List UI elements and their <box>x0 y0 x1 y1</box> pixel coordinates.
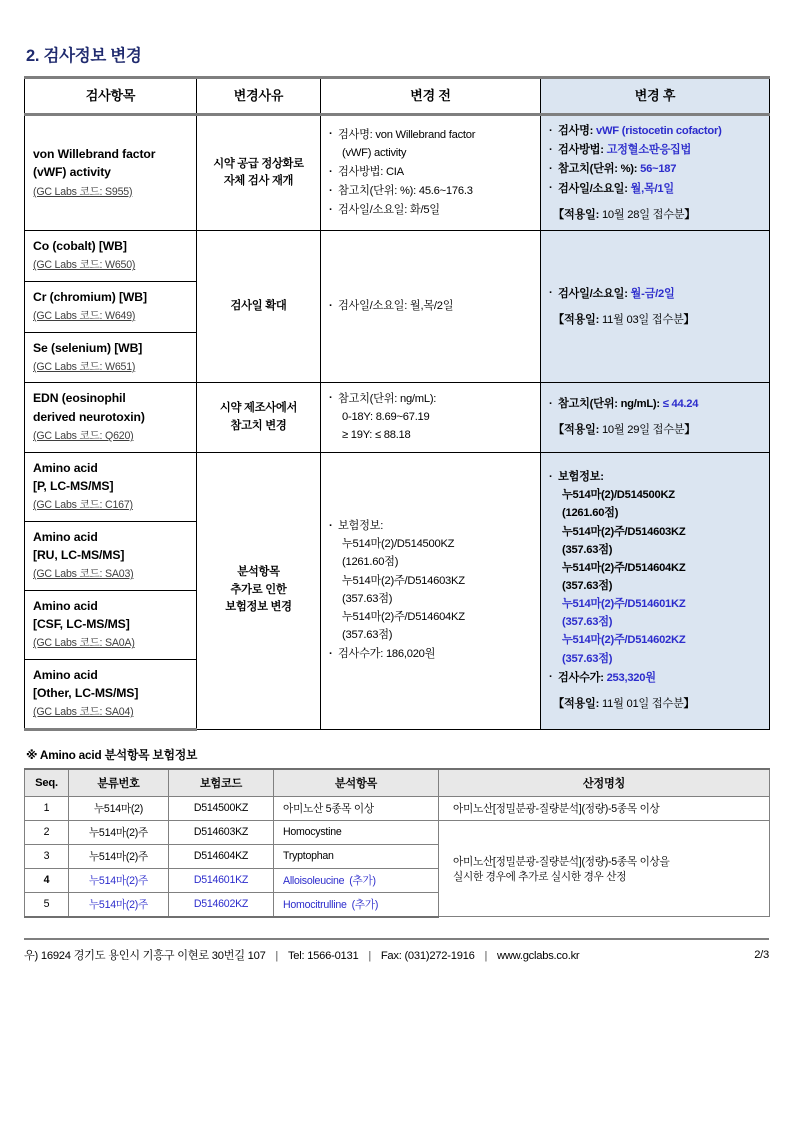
test-item-cell <box>25 383 197 452</box>
test-item-name-line1: Co (cobalt) [WB] <box>33 239 127 254</box>
test-item-code: (GC Labs 코드: C167) <box>33 499 133 512</box>
apply-date-line: 【적용일: 10월 28일 접수분】 <box>553 208 696 221</box>
test-item-name-line1: Cr (chromium) [WB] <box>33 289 147 304</box>
cell-calc-name: 아미노산[정밀분광-질량분석](정량)-5종목 이상 <box>439 796 770 820</box>
after-price: · 검사수가: 253,320원 <box>549 669 761 687</box>
cell-analysis-item: Alloisoleucine (추가) <box>274 868 439 892</box>
table-row <box>25 115 770 231</box>
table-row <box>25 383 770 452</box>
cell-insurance-code: D514604KZ <box>169 844 274 868</box>
header-insurance-code: 보험코드 <box>169 769 274 797</box>
change-reason-line2: 자체 검사 재개 <box>223 175 294 188</box>
change-reason-line2: 추가로 인한 <box>230 583 287 596</box>
test-item-name-line2: [Other, LC-MS/MS] <box>33 686 139 701</box>
test-item-code: (GC Labs 코드: W649) <box>33 310 136 323</box>
after-cell <box>541 452 770 729</box>
page-number: 2/3 <box>754 948 769 961</box>
change-info-table <box>24 76 770 731</box>
cell-seq: 2 <box>25 820 69 844</box>
change-reason-cell <box>197 115 321 231</box>
header-item: 검사항목 <box>25 78 197 115</box>
after-line: · 참고치(단위: %): 56~187 <box>549 160 761 178</box>
test-item-name-line1: Amino acid <box>33 529 98 544</box>
change-reason-line3: 보험정보 변경 <box>225 601 292 614</box>
before-line: · 검사일/소요일: 월,목/2일 <box>329 297 532 315</box>
before-cell <box>321 383 541 452</box>
test-item-cell <box>25 332 197 383</box>
cell-class-no: 누514마(2)주 <box>69 844 169 868</box>
cell-insurance-code: D514601KZ <box>169 868 274 892</box>
header-analysis-item: 분석항목 <box>274 769 439 797</box>
header-before: 변경 전 <box>321 78 541 115</box>
test-item-name-line1: Amino acid <box>33 667 98 682</box>
cell-class-no: 누514마(2)주 <box>69 892 169 917</box>
change-reason-line1: 시약 제조사에서 <box>219 402 298 414</box>
test-item-code: (GC Labs 코드: W651) <box>33 360 136 373</box>
before-line: · 참고치(단위: %): 45.6~176.3 <box>329 182 532 200</box>
cell-seq: 5 <box>25 892 69 917</box>
change-info-body <box>25 115 770 730</box>
after-cell <box>541 231 770 383</box>
insurance-header-row <box>25 769 770 797</box>
after-cell <box>541 115 770 231</box>
before-insurance-block: · 보험정보: 누514마(2)/D514500KZ (1261.60점) 누514마(2)주/D514603KZ (357.63점) 누514마(2)주/D514604KZ (357.63점) <box>329 517 532 644</box>
after-line: · 검사명: vWF (ristocetin cofactor) <box>549 122 761 140</box>
test-item-name-line2: (vWF) activity <box>33 165 111 180</box>
insurance-info-table <box>24 768 770 918</box>
test-item-cell <box>25 521 197 590</box>
test-item-name-line1: Amino acid <box>33 598 98 613</box>
test-item-code: (GC Labs 코드: SA0A) <box>33 637 135 650</box>
footer-separator: | <box>275 949 279 962</box>
footer-website[interactable]: www.gclabs.co.kr <box>496 949 580 962</box>
change-reason-line1: 시약 공급 정상화로 <box>213 157 304 170</box>
cell-insurance-code: D514602KZ <box>169 892 274 917</box>
cell-analysis-item: 아미노산 5종목 이상 <box>274 796 439 820</box>
cell-class-no: 누514마(2)주 <box>69 868 169 892</box>
insurance-body <box>25 796 770 917</box>
change-reason-cell <box>197 231 321 383</box>
footer-fax: Fax: (031)272-1916 <box>380 949 475 962</box>
cell-insurance-code: D514603KZ <box>169 820 274 844</box>
table-row <box>25 820 770 844</box>
test-item-cell <box>25 115 197 231</box>
before-line: · 검사방법: CIA <box>329 163 532 181</box>
test-item-cell <box>25 659 197 729</box>
cell-class-no: 누514마(2) <box>69 796 169 820</box>
header-reason: 변경사유 <box>197 78 321 115</box>
test-item-code: (GC Labs 코드: W650) <box>33 259 136 272</box>
footer-separator: | <box>368 949 371 962</box>
table-header-row <box>25 78 770 115</box>
after-line: · 검사일/소요일: 월-금/2일 <box>549 285 761 303</box>
cell-seq: 1 <box>25 796 69 820</box>
test-item-cell <box>25 452 197 521</box>
test-item-name-line2: [RU, LC-MS/MS] <box>33 547 125 562</box>
cell-class-no: 누514마(2)주 <box>69 820 169 844</box>
before-cell <box>321 452 541 729</box>
cell-analysis-item: Tryptophan <box>274 844 439 868</box>
test-item-name-line1: von Willebrand factor <box>33 147 156 162</box>
before-line: · 검사일/소요일: 화/5일 <box>329 201 532 219</box>
change-reason-cell <box>197 452 321 729</box>
after-line: · 검사방법: 고정혈소판응집법 <box>549 141 761 159</box>
apply-date-line: 【적용일: 11월 03일 접수분】 <box>553 313 695 326</box>
after-line: · 검사일/소요일: 월,목/1일 <box>549 180 761 198</box>
before-line: · 참고치(단위: ng/mL): 0-18Y: 8.69~67.19 ≥ 19Y: ≤ 88.18 <box>329 390 532 444</box>
change-reason-line2: 참고치 변경 <box>230 419 287 432</box>
page-footer <box>24 940 769 963</box>
table-row <box>25 452 770 521</box>
change-reason-line1: 분석항목 <box>237 566 280 579</box>
before-cell <box>321 115 541 231</box>
cell-insurance-code: D514500KZ <box>169 796 274 820</box>
before-price: · 검사수가: 186,020원 <box>329 645 532 663</box>
after-line: · 참고치(단위: ng/mL): ≤ 44.24 <box>549 395 761 413</box>
footer-address: 우) 16924 경기도 용인시 기흥구 이현로 30번길 107 <box>24 949 266 962</box>
header-class-no: 분류번호 <box>69 769 169 797</box>
test-item-code: (GC Labs 코드: SA03) <box>33 568 134 581</box>
test-item-cell <box>25 590 197 659</box>
cell-calc-name-merged: 아미노산[정밀분광-질량분석](정량)-5종목 이상을 실시한 경우에 추가로 실시한 경우 산정 <box>439 820 770 917</box>
test-item-code: (GC Labs 코드: S955) <box>33 185 133 198</box>
test-item-name-line1: Se (selenium) [WB] <box>33 340 143 355</box>
header-seq: Seq. <box>25 769 69 797</box>
cell-analysis-item: Homocitrulline (추가) <box>274 892 439 917</box>
cell-seq: 3 <box>25 844 69 868</box>
test-item-name-line2: derived neurotoxin) <box>33 409 145 424</box>
test-item-name-line1: EDN (eosinophil <box>33 391 126 406</box>
footer-separator: | <box>484 949 488 962</box>
test-item-code: (GC Labs 코드: SA04) <box>33 706 134 719</box>
test-item-name-line1: Amino acid <box>33 460 98 475</box>
test-item-cell <box>25 281 197 332</box>
test-item-name-line2: [CSF, LC-MS/MS] <box>33 617 130 632</box>
header-after: 변경 후 <box>541 78 770 115</box>
test-item-name-line2: [P, LC-MS/MS] <box>33 478 114 493</box>
page-title: 2. 검사정보 변경 <box>26 47 142 65</box>
table-row <box>25 796 770 820</box>
footer-contact-group <box>24 947 579 963</box>
cell-analysis-item: Homocystine <box>274 820 439 844</box>
apply-date-line: 【적용일: 10월 29일 접수분】 <box>553 424 696 437</box>
test-item-code: (GC Labs 코드: Q620) <box>33 430 134 443</box>
after-cell <box>541 383 770 452</box>
footer-tel: Tel: 1566-0131 <box>287 949 359 962</box>
after-insurance-block: · 보험정보: 누514마(2)/D514500KZ (1261.60점) 누514마(2)주/D514603KZ (357.63점) 누514마(2)주/D514604KZ (357.63점) 누514마(2)주/D514601KZ (357.63점) 누514마(2)주/D514602KZ (357.63점) <box>549 468 761 668</box>
change-reason-line1: 검사일 확대 <box>230 300 287 312</box>
change-reason-cell <box>197 383 321 452</box>
insurance-note: ※ Amino acid 분석항목 보험정보 <box>26 747 198 762</box>
apply-date-line: 【적용일: 11월 01일 접수분】 <box>553 697 695 710</box>
before-cell <box>321 231 541 383</box>
table-row <box>25 231 770 282</box>
before-line: · 검사명: von Willebrand factor (vWF) activity <box>329 126 532 162</box>
cell-seq: 4 <box>25 868 69 892</box>
test-item-cell <box>25 231 197 282</box>
header-calc-name: 산정명칭 <box>439 769 770 797</box>
